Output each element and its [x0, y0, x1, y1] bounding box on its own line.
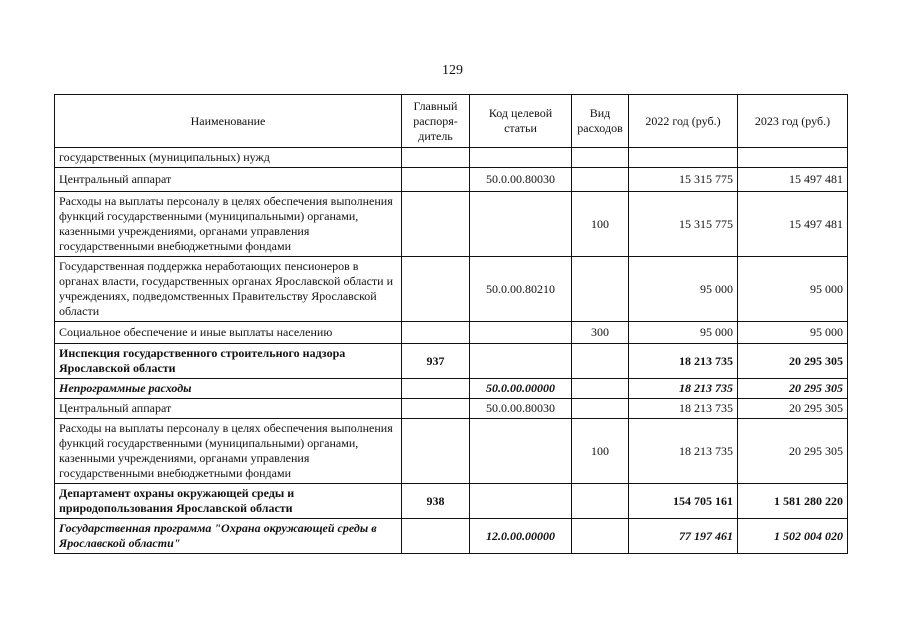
cell-admin [402, 519, 470, 554]
cell-admin [402, 379, 470, 399]
header-name: Наименование [55, 95, 402, 148]
cell-code [470, 148, 572, 168]
cell-code: 50.0.00.00000 [470, 379, 572, 399]
cell-code: 50.0.00.80030 [470, 399, 572, 419]
budget-table [54, 94, 848, 554]
table-row [55, 344, 848, 379]
table-row [55, 399, 848, 419]
cell-name: государственных (муниципальных) нужд [55, 148, 402, 168]
table-row [55, 148, 848, 168]
header-admin: Главный распоря-дитель [402, 95, 470, 148]
table-row [55, 257, 848, 322]
cell-type [572, 148, 629, 168]
cell-code [470, 192, 572, 257]
cell-admin [402, 322, 470, 344]
cell-type [572, 519, 629, 554]
cell-admin: 937 [402, 344, 470, 379]
cell-type: 300 [572, 322, 629, 344]
cell-2022: 95 000 [629, 322, 738, 344]
cell-type [572, 168, 629, 192]
cell-type [572, 344, 629, 379]
table-row [55, 484, 848, 519]
cell-code [470, 344, 572, 379]
cell-2023: 1 502 004 020 [738, 519, 848, 554]
cell-admin [402, 168, 470, 192]
header-2022: 2022 год (руб.) [629, 95, 738, 148]
cell-2022: 18 213 735 [629, 399, 738, 419]
table-row [55, 519, 848, 554]
cell-2022: 18 213 735 [629, 344, 738, 379]
cell-code: 12.0.00.00000 [470, 519, 572, 554]
cell-2023 [738, 148, 848, 168]
cell-2023: 95 000 [738, 322, 848, 344]
table-header-row [55, 95, 848, 148]
cell-admin [402, 399, 470, 419]
cell-name: Социальное обеспечение и иные выплаты населению [55, 322, 402, 344]
cell-name: Центральный аппарат [55, 399, 402, 419]
cell-code [470, 484, 572, 519]
cell-type [572, 379, 629, 399]
cell-name: Государственная программа "Охрана окружающей среды в Ярославской области" [55, 519, 402, 554]
cell-2022 [629, 148, 738, 168]
cell-2023: 20 295 305 [738, 344, 848, 379]
cell-admin [402, 257, 470, 322]
cell-2023: 15 497 481 [738, 168, 848, 192]
cell-2023: 20 295 305 [738, 379, 848, 399]
cell-name: Государственная поддержка неработающих пенсионеров в органах власти, государственных органах Ярославской области и учреждениях, подведомственных Правительству Ярославской области [55, 257, 402, 322]
cell-2023: 1 581 280 220 [738, 484, 848, 519]
cell-code: 50.0.00.80210 [470, 257, 572, 322]
header-code: Код целевой статьи [470, 95, 572, 148]
cell-2022: 77 197 461 [629, 519, 738, 554]
cell-2022: 18 213 735 [629, 419, 738, 484]
page-number: 129 [442, 63, 463, 78]
cell-name: Расходы на выплаты персоналу в целях обеспечения выполнения функций государственными (муниципальными) органами, казенными учреждениями, органами управления государственными внебюджетными фондами [55, 192, 402, 257]
cell-admin: 938 [402, 484, 470, 519]
cell-admin [402, 148, 470, 168]
cell-2023: 95 000 [738, 257, 848, 322]
cell-code [470, 322, 572, 344]
cell-2023: 20 295 305 [738, 399, 848, 419]
cell-type: 100 [572, 419, 629, 484]
cell-2022: 15 315 775 [629, 192, 738, 257]
cell-2023: 20 295 305 [738, 419, 848, 484]
cell-2022: 95 000 [629, 257, 738, 322]
cell-2022: 18 213 735 [629, 379, 738, 399]
cell-name: Департамент охраны окружающей среды и природопользования Ярославской области [55, 484, 402, 519]
cell-2022: 154 705 161 [629, 484, 738, 519]
cell-code [470, 419, 572, 484]
cell-name: Расходы на выплаты персоналу в целях обеспечения выполнения функций государственными (муниципальными) органами, казенными учреждениями, органами управления государственными внебюджетными фондами [55, 419, 402, 484]
cell-name: Инспекция государственного строительного надзора Ярославской области [55, 344, 402, 379]
header-type: Вид расходов [572, 95, 629, 148]
cell-name: Центральный аппарат [55, 168, 402, 192]
cell-2022: 15 315 775 [629, 168, 738, 192]
cell-admin [402, 192, 470, 257]
table-row [55, 322, 848, 344]
table-row [55, 192, 848, 257]
cell-name: Непрограммные расходы [55, 379, 402, 399]
cell-type [572, 484, 629, 519]
cell-type [572, 399, 629, 419]
table-row [55, 168, 848, 192]
table-row [55, 419, 848, 484]
cell-code: 50.0.00.80030 [470, 168, 572, 192]
cell-2023: 15 497 481 [738, 192, 848, 257]
cell-type: 100 [572, 192, 629, 257]
cell-admin [402, 419, 470, 484]
header-2023: 2023 год (руб.) [738, 95, 848, 148]
cell-type [572, 257, 629, 322]
table-row [55, 379, 848, 399]
